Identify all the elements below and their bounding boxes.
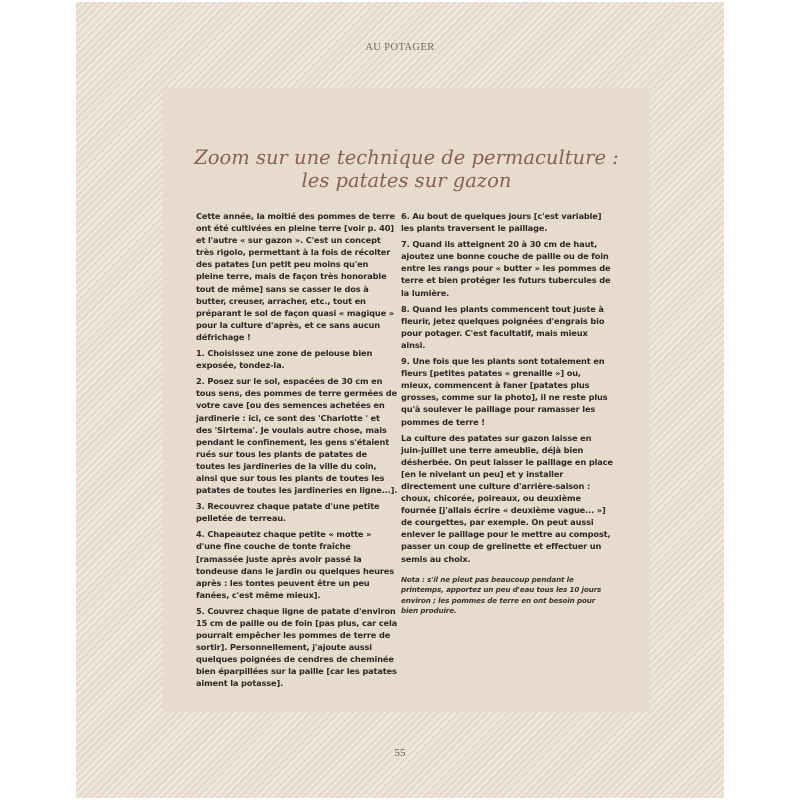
step-number: 7. bbox=[401, 239, 410, 250]
step-number: 5. bbox=[196, 605, 205, 616]
running-head: AU POTAGER bbox=[365, 42, 435, 53]
step-number: 4. bbox=[196, 529, 205, 540]
step-5 bbox=[196, 605, 398, 690]
step-text: Couvrez chaque ligne de patate d'environ 15 cm de paille ou de foin [pas plus, car cela pourrait empêcher les pommes de terre de sortir]. Personnellement, j'ajoute aussi quelques poignées de cendres de cheminée bien éparpillées sur la paille [car les patates aiment la potasse]. bbox=[196, 605, 398, 689]
page-number: 55 bbox=[394, 747, 406, 759]
step-text: Au bout de quelques jours [c'est variable] les plants traversent le paillage. bbox=[401, 211, 602, 234]
step-text: Quand ils atteignent 20 à 30 cm de haut, ajoutez une bonne couche de paille ou de foin entre les rangs pour « butter » les pommes de terre et bien protéger les futurs tubercules de la lumière. bbox=[401, 239, 611, 298]
note-paragraph: Nota : s'il ne pleut pas beaucoup pendant le printemps, apportez un peu d'eau tous les 10 jours environ ; les pommes de terre en ont besoin pour bien produire. bbox=[401, 574, 602, 616]
step-2 bbox=[196, 375, 398, 496]
article-box bbox=[163, 88, 650, 712]
step-6 bbox=[401, 210, 613, 234]
step-text: Recouvrez chaque patate d'une petite pelletée de terreau. bbox=[196, 501, 380, 524]
step-number: 1. bbox=[196, 348, 205, 359]
step-number: 2. bbox=[196, 376, 205, 387]
step-text: Choisissez une zone de pelouse bien exposée, tondez-la. bbox=[196, 348, 373, 371]
step-4 bbox=[196, 528, 398, 601]
step-text: Quand les plants commencent tout juste à fleurir, jetez quelques poignées d'engrais bio pour potager. C'est facultatif, mais mieux ainsi. bbox=[401, 303, 605, 350]
title-line-2: les patates sur gazon bbox=[301, 169, 512, 192]
title-line-1: Zoom sur une technique de permaculture : bbox=[194, 146, 619, 169]
step-1 bbox=[196, 347, 398, 371]
book-page bbox=[76, 2, 724, 798]
step-text: Posez sur le sol, espacées de 30 cm en tous sens, des pommes de terre germées de votre cave [ou des semences achetées en jardinerie : ici, ce sont des 'Charlotte ' et des 'Sirtema'. Je voulais autre chose, mais pendant le confinement, les gens s'étaient rués sur tous les plants de patates de toutes les jardineries de la ville du coin, ainsi que sur tous les plants de toutes les patates de toutes les jardineries en ligne...]. bbox=[196, 376, 398, 496]
step-3 bbox=[196, 500, 398, 524]
step-number: 9. bbox=[401, 356, 410, 367]
step-number: 3. bbox=[196, 501, 205, 512]
step-number: 6. bbox=[401, 211, 410, 221]
step-text: Une fois que les plants sont totalement en fleurs [petites patates « grenaille »] ou, mieux, commencent à faner [patates plus grosses, comme sur la photo], il ne reste plus qu'à soulever le paillage pour ramasser les pommes de terre ! bbox=[401, 356, 608, 427]
article-title bbox=[163, 146, 650, 192]
step-8 bbox=[401, 303, 613, 351]
left-column bbox=[196, 210, 398, 694]
intro-paragraph: Cette année, la moitié des pommes de terre ont été cultivées en pleine terre [voir p. 40] et l'autre « sur gazon ». C'est un concept très rigolo, permettant à la fois de récolter des patates [un petit peu moins qu'en pleine terre, mais de façon très honorable tout de même] sans se casser le dos à butter, creuser, arracher, etc., tout en préparant le sol de façon quasi « magique » pour la culture d'après, et ce sans aucun défrichage ! bbox=[196, 211, 395, 342]
step-7 bbox=[401, 238, 613, 298]
step-9 bbox=[401, 355, 613, 428]
conclusion-paragraph: La culture des patates sur gazon laisse en juin-juillet une terre ameublie, déjà bien désherbée. On peut laisser le paillage en place [en le nivelant un peu] et y installer directement une culture d'arrière-saison : choux, chicorée, poireaux, ou deuxième fournée [j'allais écrire « deuxième vague... »] de courgettes, par exemple. On peut aussi enlever le paillage pour le mettre au compost, passer un coup de grelinette et effectuer un semis au choix. bbox=[401, 432, 613, 564]
right-column bbox=[401, 210, 613, 621]
step-number: 8. bbox=[401, 303, 410, 314]
step-text: Chapeautez chaque petite « motte » d'une fine couche de tonte fraîche [ramassée juste après avoir passé la tondeuse dans le jardin ou quelques heures après : les tontes peuvent être un peu fanées, c'est même mieux]. bbox=[196, 529, 394, 600]
